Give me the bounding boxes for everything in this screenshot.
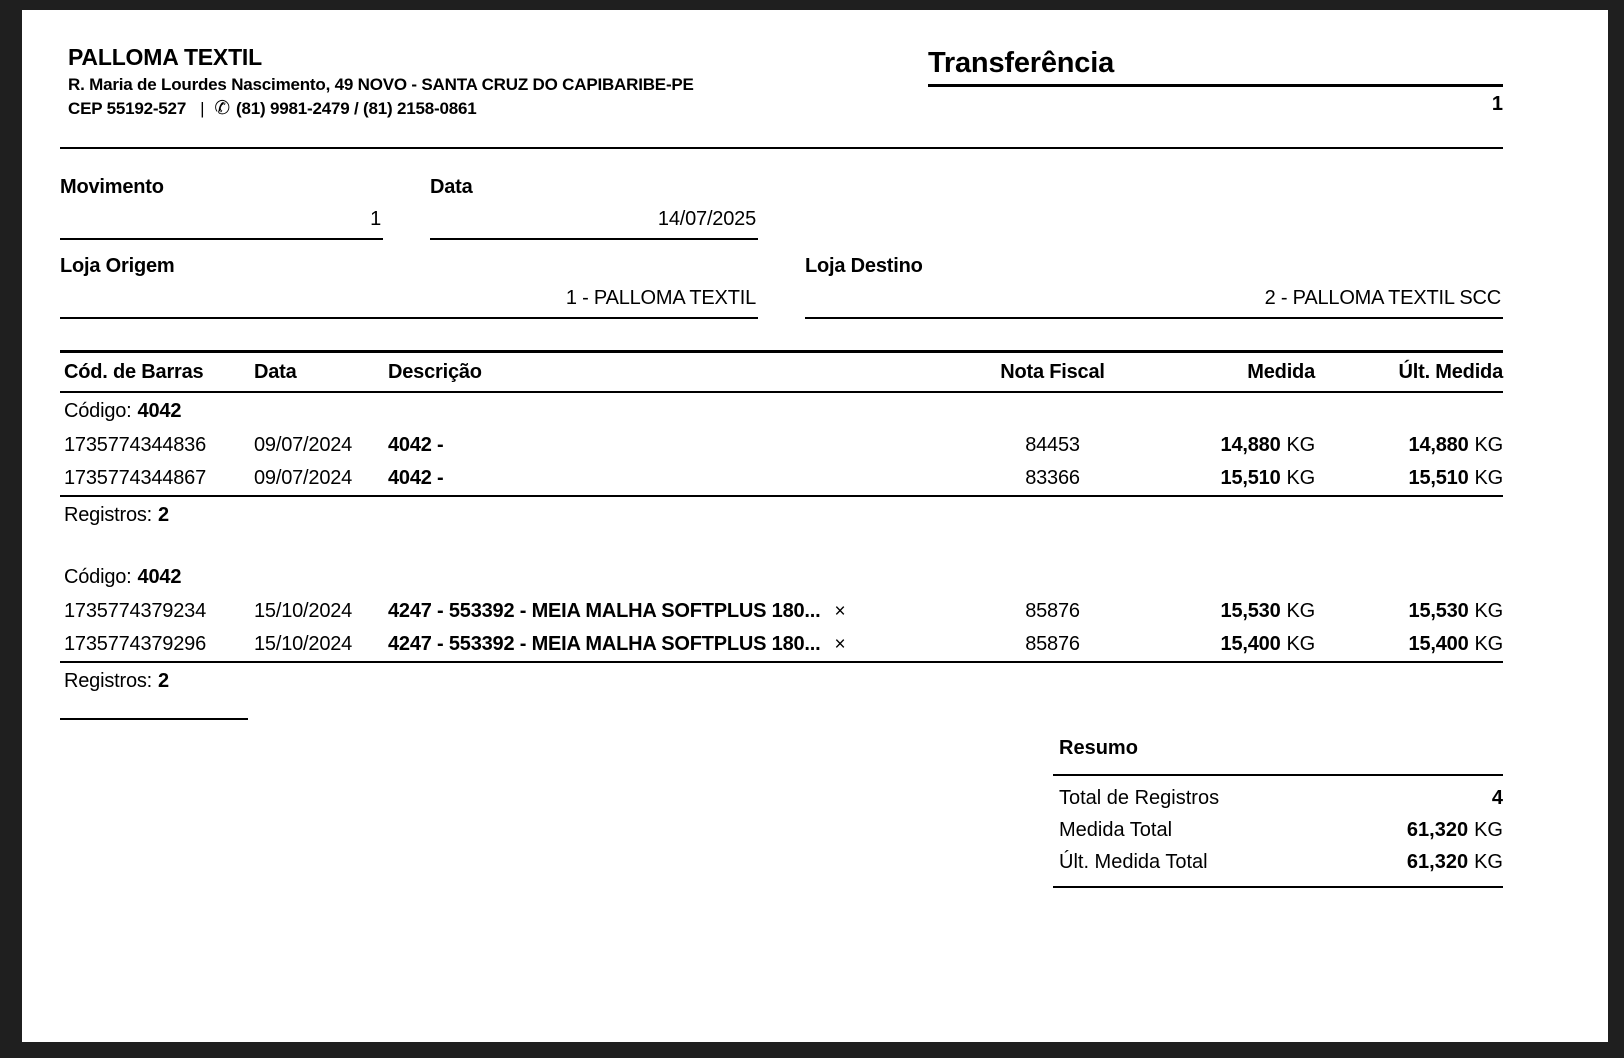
page-number: 1 [1491,93,1503,115]
cell-barcode: 1735774344836 [64,434,206,456]
cell-date: 15/10/2024 [254,600,353,622]
registros-label: Registros: [64,503,153,526]
group-code-value: 4042 [137,399,182,422]
company-phones: (81) 9981-2479 / (81) 2158-0861 [236,99,477,118]
cell-description [384,633,990,656]
field-data [430,176,758,240]
group-spacer [60,533,1503,559]
summary-panel [1053,737,1503,888]
last-measure-unit: KG [1474,434,1503,456]
cell-description [384,434,990,457]
summary-number: 61,320 [1406,819,1469,841]
measure-unit: KG [1286,434,1315,456]
transfer-table [60,350,1503,699]
field-movimento [60,176,383,240]
cell-measure [1115,633,1315,656]
summary-row [1053,846,1503,878]
last-measure-unit: KG [1474,633,1503,655]
cell-measure [1115,600,1315,623]
last-measure-unit: KG [1474,467,1503,489]
summary-value [1407,814,1503,846]
description-text: 4247 - 553392 - MEIA MALHA SOFTPLUS 180... [388,633,821,655]
group-code-prefix: Código: [64,565,132,588]
summary-body [1053,774,1503,888]
table-row [60,595,1503,628]
col-header-measure: Medida [1247,360,1315,383]
measure-value: 14,880 [1220,434,1281,456]
summary-number: 61,320 [1406,851,1469,873]
summary-unit: KG [1474,851,1503,873]
col-header-date: Data [254,360,297,383]
cell-measure [1115,467,1315,490]
cell-invoice: 84453 [1025,434,1080,456]
table-header-row [60,353,1503,393]
group-registros [60,497,1503,533]
cell-date: 09/07/2024 [254,467,353,489]
cell-barcode: 1735774379234 [64,600,206,622]
cell-date: 09/07/2024 [254,434,353,456]
col-header-last-measure: Últ. Medida [1398,360,1503,383]
company-header [68,43,694,121]
cell-description [384,600,990,623]
measure-unit: KG [1286,633,1315,655]
registros-value: 2 [158,669,169,692]
table-row [60,628,1503,661]
table-row [60,429,1503,462]
summary-value [1492,782,1503,814]
header-divider [60,147,1503,149]
field-loja-origem-value: 1 - PALLOMA TEXTIL [565,287,756,309]
measure-unit: KG [1286,600,1315,622]
description-text: 4042 - [388,467,444,489]
group-code-label [60,559,1503,595]
description-text: 4042 - [388,434,444,456]
col-header-description: Descrição [388,360,482,383]
cell-barcode: 1735774344867 [64,467,206,489]
summary-number: 4 [1491,787,1503,809]
field-data-label: Data [430,176,473,198]
last-measure-value: 15,400 [1408,633,1469,655]
measure-value: 15,530 [1220,600,1281,622]
cell-measure [1115,434,1315,457]
field-data-value: 14/07/2025 [657,208,756,230]
company-cep: CEP 55192-527 [68,99,187,118]
summary-label: Medida Total [1059,819,1173,841]
company-address: R. Maria de Lourdes Nascimento, 49 NOVO - SANTA CRUZ DO CAPIBARIBE-PE [68,75,694,94]
table-row [60,462,1503,495]
cell-description [384,467,990,490]
x-mark: × [834,634,846,655]
report-page [22,10,1608,1042]
registros-label: Registros: [64,669,153,692]
col-header-invoice: Nota Fiscal [1000,360,1105,383]
cell-date: 15/10/2024 [254,633,353,655]
field-loja-destino-label: Loja Destino [805,255,923,277]
col-header-barcode: Cód. de Barras [64,360,204,383]
measure-value: 15,510 [1220,467,1281,489]
company-name: PALLOMA TEXTIL [68,44,262,70]
cell-barcode: 1735774379296 [64,633,206,655]
last-measure-unit: KG [1474,600,1503,622]
company-contact [68,97,694,121]
signature-line [60,718,248,720]
last-measure-value: 14,880 [1408,434,1469,456]
summary-row [1053,814,1503,846]
group-code-value: 4042 [137,565,182,588]
cell-last-measure [1315,600,1503,623]
field-movimento-value: 1 [370,208,381,230]
cell-invoice: 83366 [1025,467,1080,489]
summary-label: Total de Registros [1059,787,1220,809]
separator: | [200,99,205,118]
cell-invoice: 85876 [1025,600,1080,622]
cell-last-measure [1315,434,1503,457]
group-code-prefix: Código: [64,399,132,422]
last-measure-value: 15,530 [1408,600,1469,622]
last-measure-value: 15,510 [1408,467,1469,489]
x-mark: × [834,601,846,622]
report-header [928,46,1503,116]
summary-label: Últ. Medida Total [1059,851,1208,873]
group-registros [60,663,1503,699]
description-text: 4247 - 553392 - MEIA MALHA SOFTPLUS 180... [388,600,821,622]
field-loja-origem [60,255,758,319]
phone-icon: ✆ [214,98,231,119]
field-loja-destino [805,255,1503,319]
measure-unit: KG [1286,467,1315,489]
summary-value [1407,846,1503,878]
group-code-label [60,393,1503,429]
measure-value: 15,400 [1220,633,1281,655]
field-movimento-label: Movimento [60,176,164,198]
cell-invoice: 85876 [1025,633,1080,655]
cell-last-measure [1315,467,1503,490]
cell-last-measure [1315,633,1503,656]
report-title: Transferência [928,46,1503,87]
summary-row [1053,782,1503,814]
summary-title: Resumo [1059,737,1138,759]
summary-unit: KG [1474,819,1503,841]
field-loja-origem-label: Loja Origem [60,255,175,277]
registros-value: 2 [158,503,169,526]
field-loja-destino-value: 2 - PALLOMA TEXTIL SCC [1264,287,1501,309]
